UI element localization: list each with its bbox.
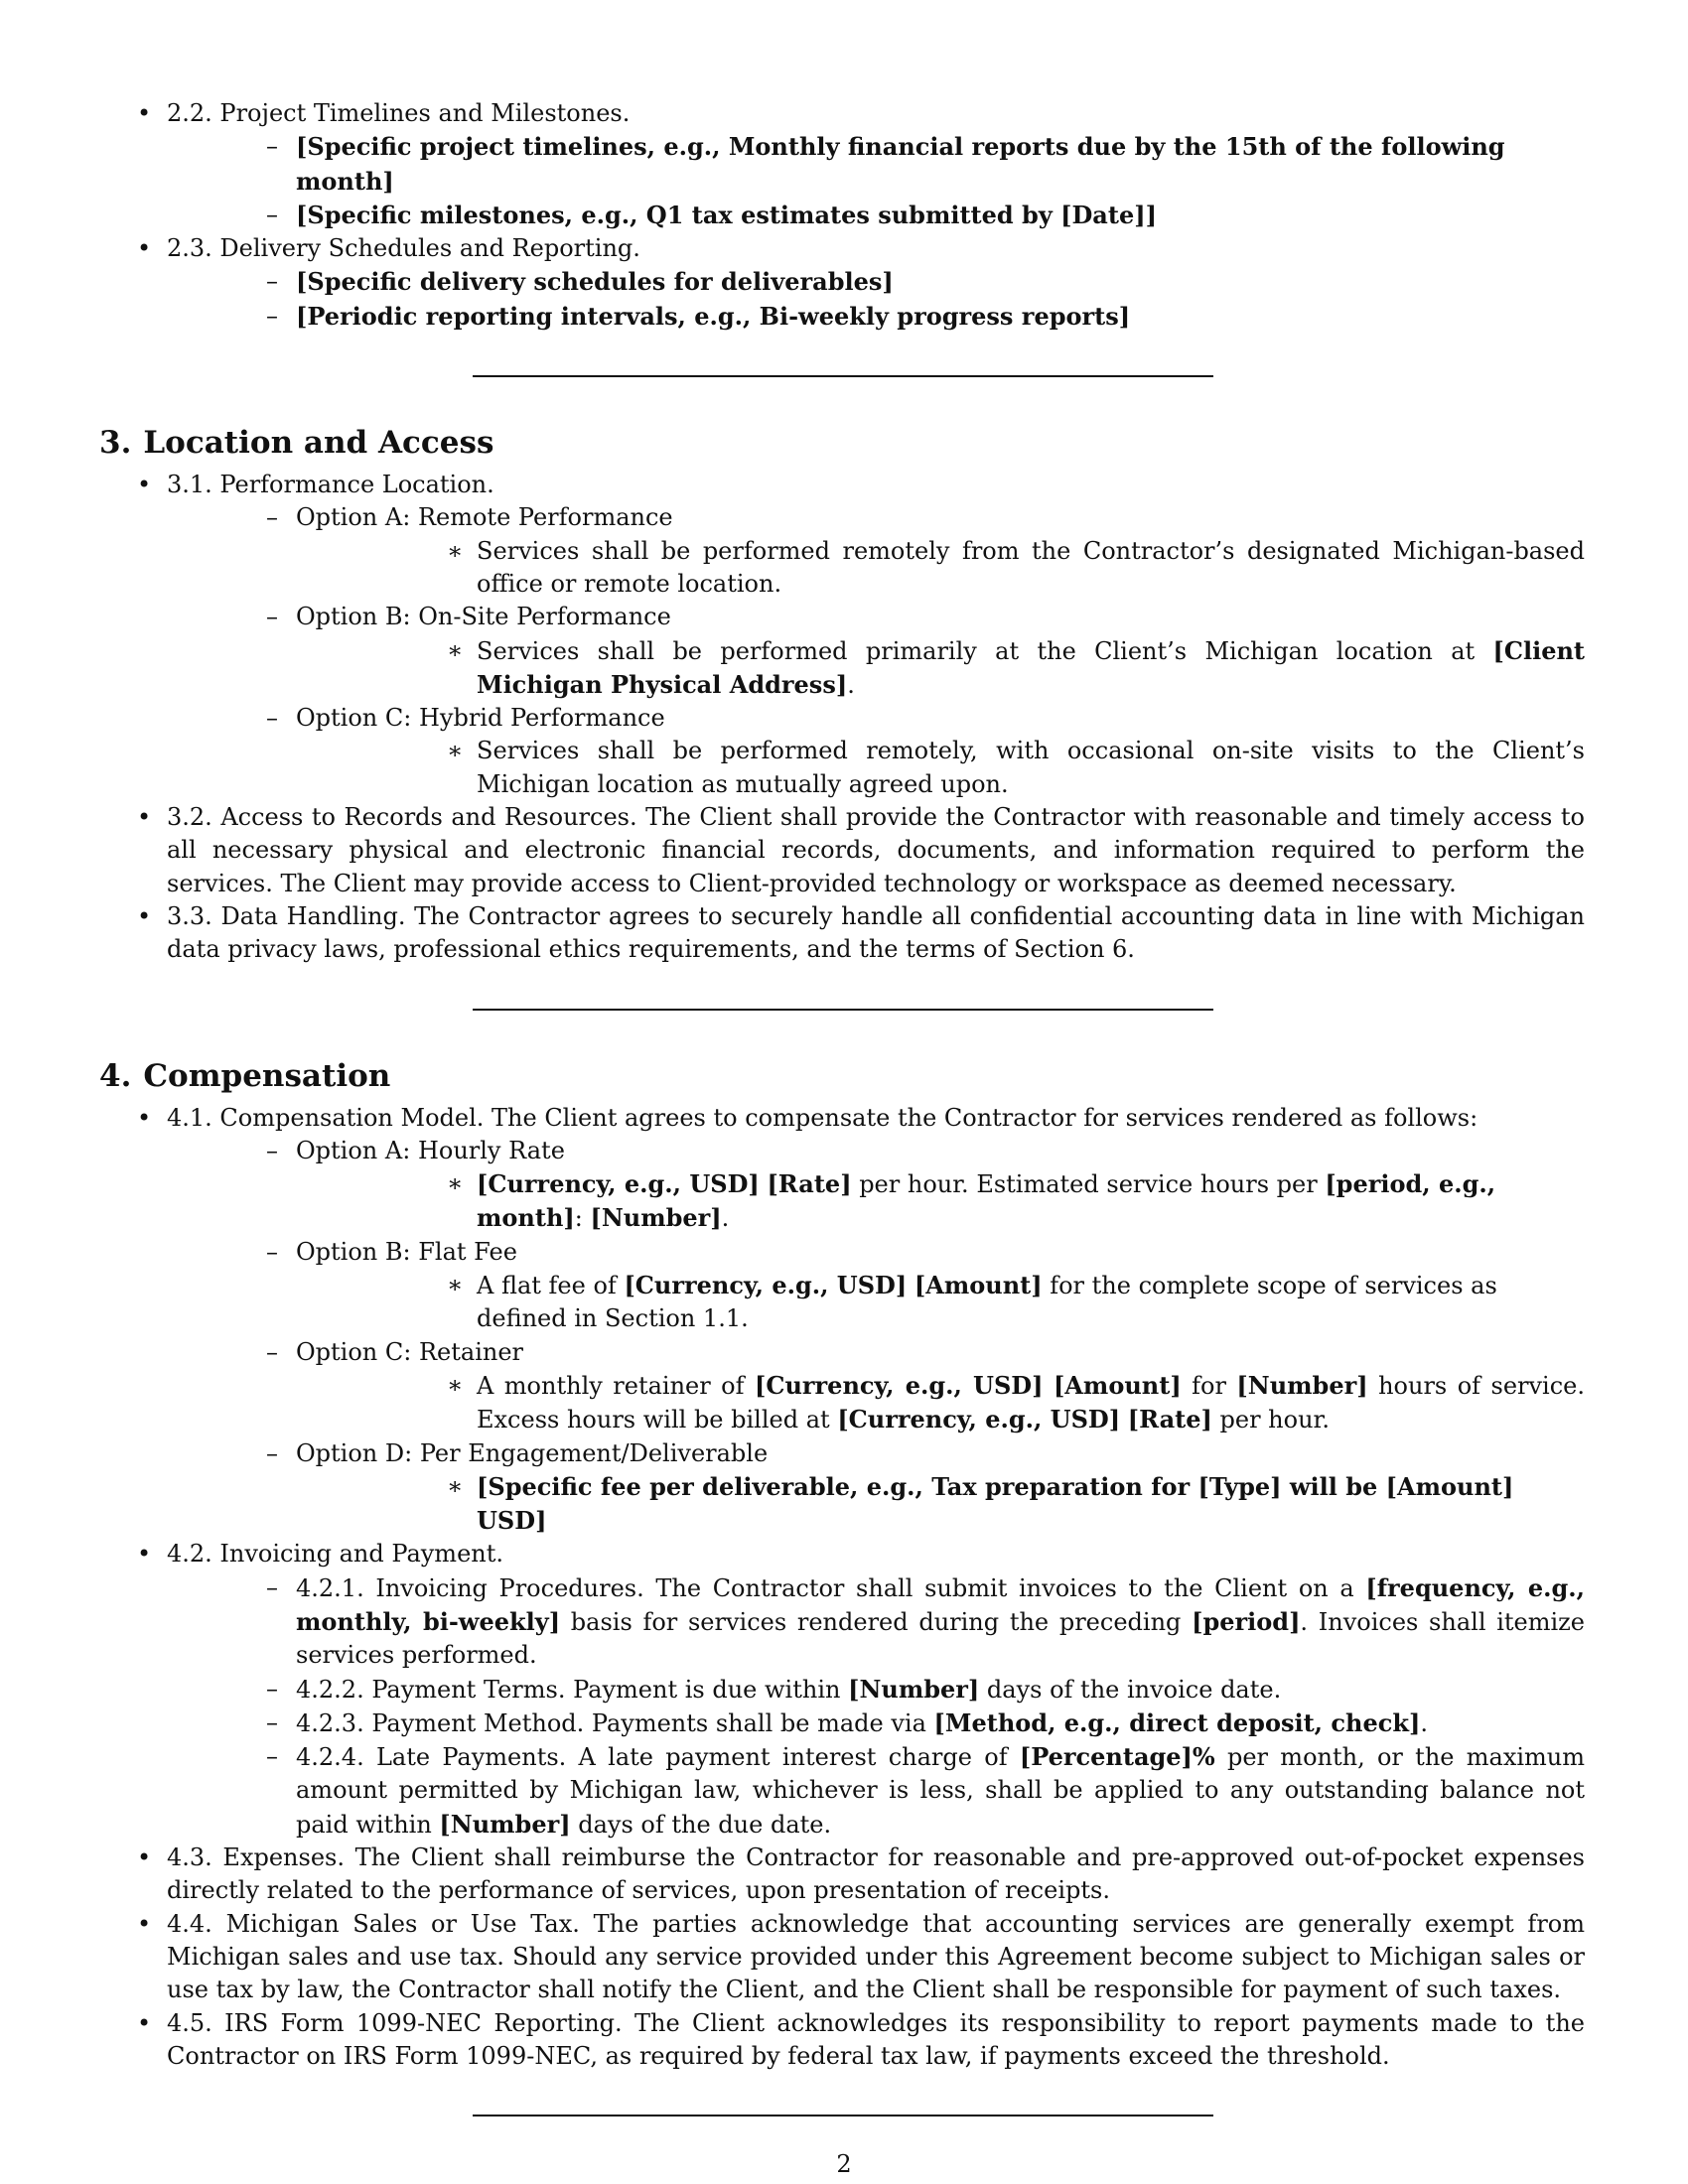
item-2-2-sub-1: – [Specific project timelines, e.g., Monthly financial reports due by the 15th of the following month]	[167, 130, 1585, 199]
item-2-3	[99, 232, 1585, 334]
item-2-2-label: 2.2. Project Timelines and Milestones.	[167, 99, 631, 127]
option-c-retainer-text: ∗ A monthly retainer of [Currency, e.g., USD] [Amount] for [Number] hours of service. Excess hours will be billed at [Currency, e.g., USD] [Rate] per hour.	[296, 1369, 1585, 1437]
option-b-flat-fee-text: ∗ A flat fee of [Currency, e.g., USD] [Amount] for the complete scope of services as defined in Section 1.1.	[296, 1269, 1585, 1336]
item-2-3-sub-1: – [Specific delivery schedules for deliverables]	[167, 265, 1585, 299]
item-4-5: • 4.5. IRS Form 1099-NEC Reporting. The Client acknowledges its responsibility to report payments made to the Contractor on IRS Form 1099-NEC, as required by federal tax law, if payments exceed the threshold.	[99, 2007, 1585, 2074]
option-a-remote: – Option A: Remote Performance ∗ Services shall be performed remotely from the Contractor’s designated Michigan-based office or remote location.	[167, 501, 1585, 601]
section-4-heading: 4. Compensation	[99, 1057, 391, 1094]
option-c-retainer: – Option C: Retainer ∗ A monthly retainer of [Currency, e.g., USD] [Amount] for [Number] hours of service. Excess hours will be billed at [Currency, e.g., USD] [Rate] per hour.	[167, 1336, 1585, 1437]
item-2-2	[99, 97, 1585, 232]
item-4-2-4: – 4.2.4. Late Payments. A late payment interest charge of [Percentage]% per month, or the maximum amount permitted by Michigan law, whichever is less, shall be applied to any outstanding balance not paid within [Number] days of the due date.	[167, 1740, 1585, 1842]
section-divider	[473, 375, 1213, 377]
item-2-3-label: 2.3. Delivery Schedules and Reporting.	[167, 234, 640, 263]
item-4-3: • 4.3. Expenses. The Client shall reimburse the Contractor for reasonable and pre-approved out-of-pocket expenses directly related to the performance of services, upon presentation of receipts.	[99, 1842, 1585, 1908]
option-c-text: ∗ Services shall be performed remotely, with occasional on-site visits to the Client’s Michigan location as mutually agreed upon.	[296, 735, 1585, 801]
item-3-2: • 3.2. Access to Records and Resources. The Client shall provide the Contractor with reasonable and timely access to all necessary physical and electronic financial records, documents, and information required to perform the services. The Client may provide access to Client-provided technology or workspace as deemed necessary.	[99, 801, 1585, 900]
option-a-text: ∗ Services shall be performed remotely from the Contractor’s designated Michigan-based office or remote location.	[296, 535, 1585, 602]
option-d-text: ∗ [Specific fee per deliverable, e.g., Tax preparation for [Type] will be [Amount] USD]	[296, 1470, 1585, 1539]
item-4-2: • 4.2. Invoicing and Payment. – 4.2.1. Invoicing Procedures. The Contractor shall submit invoices to the Client on a [frequency, e.g., monthly, bi-weekly] basis for services rendered during the preceding [period]. Invoices shall itemize services performed. – 4.2.2. Payment Terms. Payment is due within [Number] days of the invoice date. – 4.2.3. Payment Method. Payments shall be made via [Method, e.g., direct deposit, check]. – 4.2.4. Late Payments. A late payment interest charge of [Percentage]% per month, or the maximum amount permitted by Michigan law, whichever is less, shall be applied to any outstanding balance not paid within [Number] days of the due date.	[99, 1538, 1585, 1842]
option-a-hourly-text: ∗ [Currency, e.g., USD] [Rate] per hour. Estimated service hours per [period, e.g., month]: [Number].	[296, 1167, 1585, 1236]
option-c-hybrid: – Option C: Hybrid Performance ∗ Services shall be performed remotely, with occasional on-site visits to the Client’s Michigan location as mutually agreed upon.	[167, 702, 1585, 801]
item-4-2-3: – 4.2.3. Payment Method. Payments shall be made via [Method, e.g., direct deposit, check].	[167, 1706, 1585, 1740]
section-divider	[473, 2115, 1213, 2116]
item-2-3-sub-2: – [Periodic reporting intervals, e.g., Bi-weekly progress reports]	[167, 300, 1585, 334]
item-4-1: • 4.1. Compensation Model. The Client agrees to compensate the Contractor for services rendered as follows: – Option A: Hourly Rate ∗ [Currency, e.g., USD] [Rate] per hour. Estimated service hours per [period, e.g., month]: [Number]. – Option B: Flat Fee ∗ A flat fee of [Currency, e.g., USD] [Amount] for the complete scope of services as defined in Section 1.1. – Option C: Retainer ∗ A monthly retainer of [Currency, e.g., USD] [Amount] for [Number] hours of service. Excess hours will be billed at [Currency, e.g., USD] [Rate] per hour. – Option D: Per Engagement/Deliverable ∗ [Specific fee per deliverable, e.g., Tax preparation for [Type] will be [Amount] USD]	[99, 1102, 1585, 1539]
option-b-flat-fee: – Option B: Flat Fee ∗ A flat fee of [Currency, e.g., USD] [Amount] for the complete scope of services as defined in Section 1.1.	[167, 1236, 1585, 1336]
section-divider	[473, 1009, 1213, 1011]
option-a-hourly: – Option A: Hourly Rate ∗ [Currency, e.g., USD] [Rate] per hour. Estimated service hours per [period, e.g., month]: [Number].	[167, 1135, 1585, 1236]
option-b-onsite: – Option B: On-Site Performance ∗ Services shall be performed primarily at the Client’s Michigan location at [Client Michigan Physical Address].	[167, 601, 1585, 702]
section-2-list	[99, 97, 1585, 334]
section-4-list	[99, 1102, 1585, 2074]
page-number: 2	[836, 2150, 852, 2178]
item-4-2-1: – 4.2.1. Invoicing Procedures. The Contractor shall submit invoices to the Client on a [frequency, e.g., monthly, bi-weekly] basis for services rendered during the preceding [period]. Invoices shall itemize services performed.	[167, 1571, 1585, 1673]
item-3-1: • 3.1. Performance Location. – Option A: Remote Performance ∗ Services shall be performed remotely from the Contractor’s designated Michigan-based office or remote location. – Option B: On-Site Performance ∗ Services shall be performed primarily at the Client’s Michigan location at [Client Michigan Physical Address]. – Option C: Hybrid Performance ∗ Services shall be performed remotely, with occasional on-site visits to the Client’s Michigan location as mutually agreed upon.	[99, 469, 1585, 801]
section-3-list	[99, 469, 1585, 966]
item-2-2-sub-2: – [Specific milestones, e.g., Q1 tax estimates submitted by [Date]]	[167, 199, 1585, 232]
option-d-per-engagement: – Option D: Per Engagement/Deliverable ∗ [Specific fee per deliverable, e.g., Tax preparation for [Type] will be [Amount] USD]	[167, 1437, 1585, 1539]
item-3-3: • 3.3. Data Handling. The Contractor agrees to securely handle all confidential accounting data in line with Michigan data privacy laws, professional ethics requirements, and the terms of Section 6.	[99, 900, 1585, 967]
item-4-4: • 4.4. Michigan Sales or Use Tax. The parties acknowledge that accounting services are generally exempt from Michigan sales and use tax. Should any service provided under this Agreement become subject to Michigan sales or use tax by law, the Contractor shall notify the Client, and the Client shall be responsible for payment of such taxes.	[99, 1908, 1585, 2007]
page-content	[99, 97, 1585, 2116]
item-4-2-2: – 4.2.2. Payment Terms. Payment is due within [Number] days of the invoice date.	[167, 1673, 1585, 1706]
option-b-text: ∗ Services shall be performed primarily at the Client’s Michigan location at [Client Michigan Physical Address].	[296, 634, 1585, 703]
section-3-heading: 3. Location and Access	[99, 425, 494, 462]
